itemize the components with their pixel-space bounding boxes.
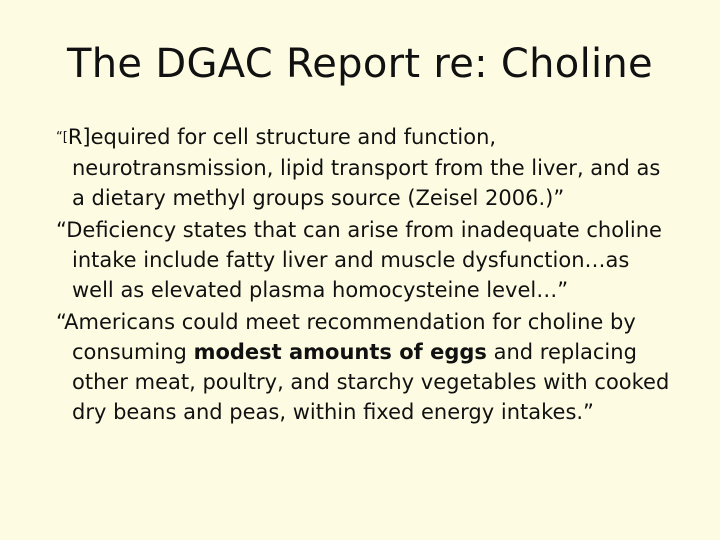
quote-paragraph-3-text-before: “Americans could meet recommendation for choline by consuming (56, 310, 636, 364)
quote-paragraph-3-highlight: modest amounts of eggs (193, 340, 487, 364)
quote-paragraph-3-text-after: and replacing other meat, poultry, and starchy vegetables with cooked dry beans and peas, within fixed energy intakes.” (72, 340, 670, 424)
quote-paragraph-1-lead: “[ (56, 130, 68, 145)
quote-paragraph-1-text: R]equired for cell structure and function, neurotransmission, lipid transport from the liver, and as a dietary methyl groups source (Zeisel 2006.)” (67, 125, 661, 210)
quote-paragraph-3 (56, 307, 676, 427)
slide-body (56, 122, 676, 427)
quote-paragraph-2-text: “Deficiency states that can arise from inadequate choline intake include fatty liver and muscle dysfunction…as well as elevated plasma homocysteine level…” (56, 218, 662, 302)
quote-paragraph-1 (56, 122, 676, 213)
slide-title: The DGAC Report re: Choline (67, 41, 653, 87)
quote-paragraph-2 (56, 215, 676, 305)
